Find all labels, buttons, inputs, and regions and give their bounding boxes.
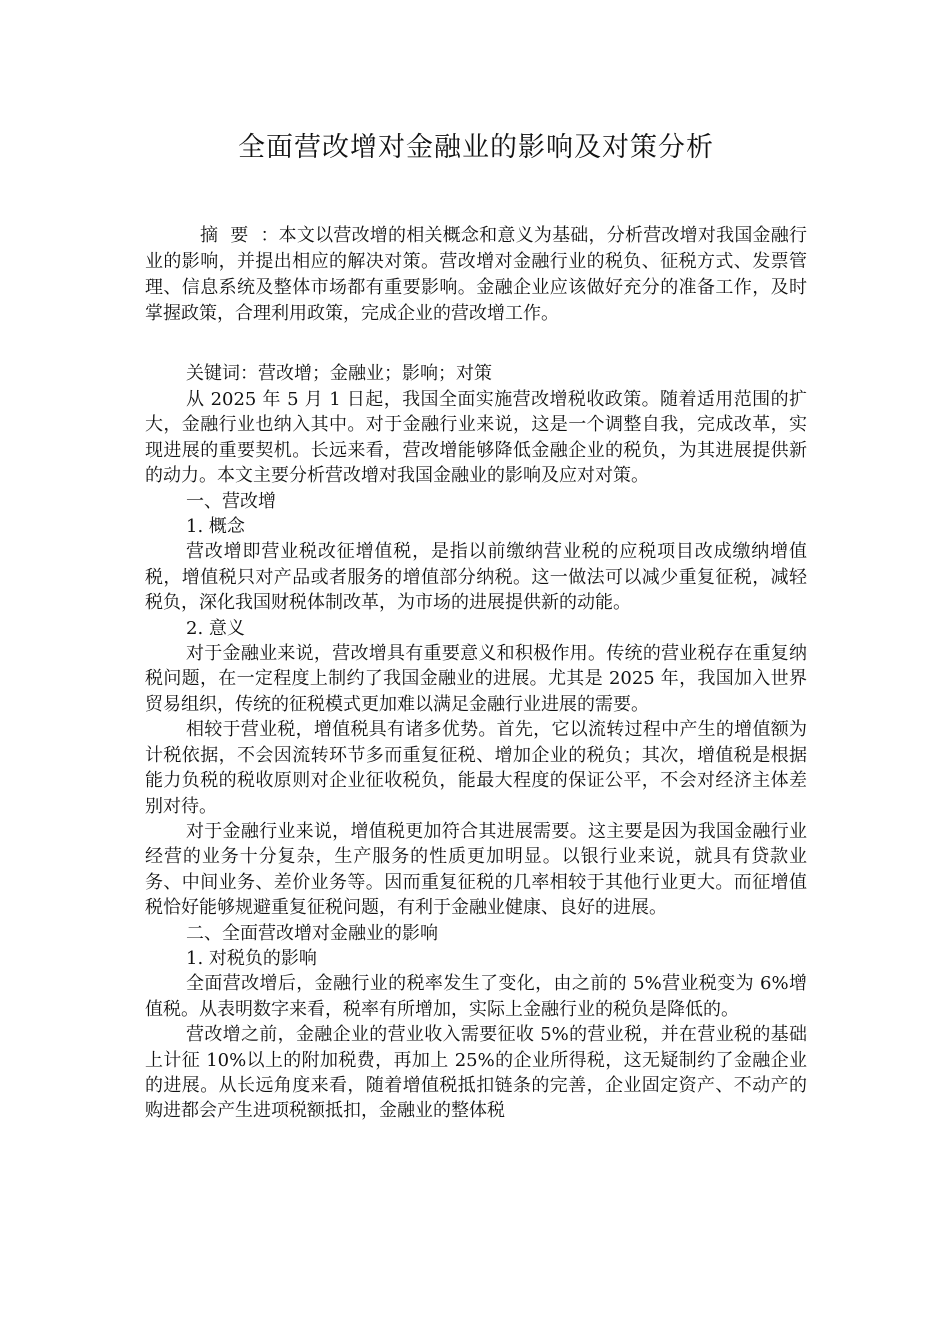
abstract-label: 摘要 [200, 225, 261, 246]
body-paragraph: 相较于营业税，增值税具有诸多优势。首先，它以流转过程中产生的增值额为计税依据，不会因流转环节多而重复征税、增加企业的税负；其次，增值税是根据能力负税的税收原则对企业征收税负，能最大程度的保证公平，不会对经济主体差别对待。 [145, 719, 807, 817]
body-paragraph: 营改增之前，金融企业的营业收入需要征收 5%的营业税，并在营业税的基础上计征 10%以上的附加税费，再加上 25%的企业所得税，这无疑制约了金融企业的进展。从长远角度来看，随着增值税抵扣链条的完善，企业固定资产、不动产的购进都会产生进项税额抵扣，金融业的整体税 [145, 1024, 807, 1122]
document-title: 全面营改增对金融业的影响及对策分析 [238, 132, 714, 163]
body-paragraph: 对于金融行业来说，增值税更加符合其进展需要。这主要是因为我国金融行业经营的业务十分复杂，生产服务的性质更加明显。以银行业来说，就具有贷款业务、中间业务、差价业务等。因而重复征税的几率相较于其他行业更大。而征增值税恰好能够规避重复征税问题，有利于金融业健康、良好的进展。 [145, 820, 807, 919]
document-page [145, 128, 807, 1124]
body-paragraph: 从 2025 年 5 月 1 日起，我国全面实施营改增税收政策。随着适用范围的扩大，金融行业也纳入其中。对于金融行业来说，这是一个调整自我，完成改革，实现进展的重要契机。长远来看，营改增能够降低金融企业的税负，为其进展提供新的动力。本文主要分析营改增对我国金融业的影响及应对对策。 [145, 389, 807, 487]
section-heading: 二、全面营改增对金融业的影响 [186, 922, 438, 944]
body-paragraph: 营改增即营业税改征增值税，是指以前缴纳营业税的应税项目改成缴纳增值税，增值税只对产品或者服务的增值部分纳税。这一做法可以减少重复征税，减轻税负，深化我国财税体制改革，为市场的进展提供新的动能。 [145, 541, 807, 614]
section-heading: 1. 概念 [186, 516, 245, 538]
section-heading: 1. 对税负的影响 [186, 947, 317, 969]
section-heading: 一、营改增 [186, 490, 276, 512]
section-heading: 2. 意义 [186, 617, 245, 639]
abstract-text: ：本文以营改增的相关概念和意义为基础，分析营改增对我国金融行业的影响，并提出相应的解决对策。营改增对金融行业的税负、征税方式、发票管理、信息系统及整体市场都有重要影响。金融企业应该做好充分的准备工作，及时掌握政策，合理利用政策，完成企业的营改增工作。 [145, 225, 807, 324]
keywords-line: 关键词：营改增；金融业；影响；对策 [186, 363, 492, 384]
abstract-paragraph [145, 223, 807, 327]
document-body [145, 387, 807, 1124]
body-paragraph: 对于金融业来说，营改增具有重要意义和积极作用。传统的营业税存在重复纳税问题，在一定程度上制约了我国金融业的进展。尤其是 2025 年，我国加入世界贸易组织，传统的征税模式更加难以满足金融行业进展的需要。 [145, 643, 807, 715]
body-paragraph: 全面营改增后，金融行业的税率发生了变化，由之前的 5%营业税变为 6%增值税。从表明数字来看，税率有所增加，实际上金融行业的税负是降低的。 [145, 973, 807, 1020]
